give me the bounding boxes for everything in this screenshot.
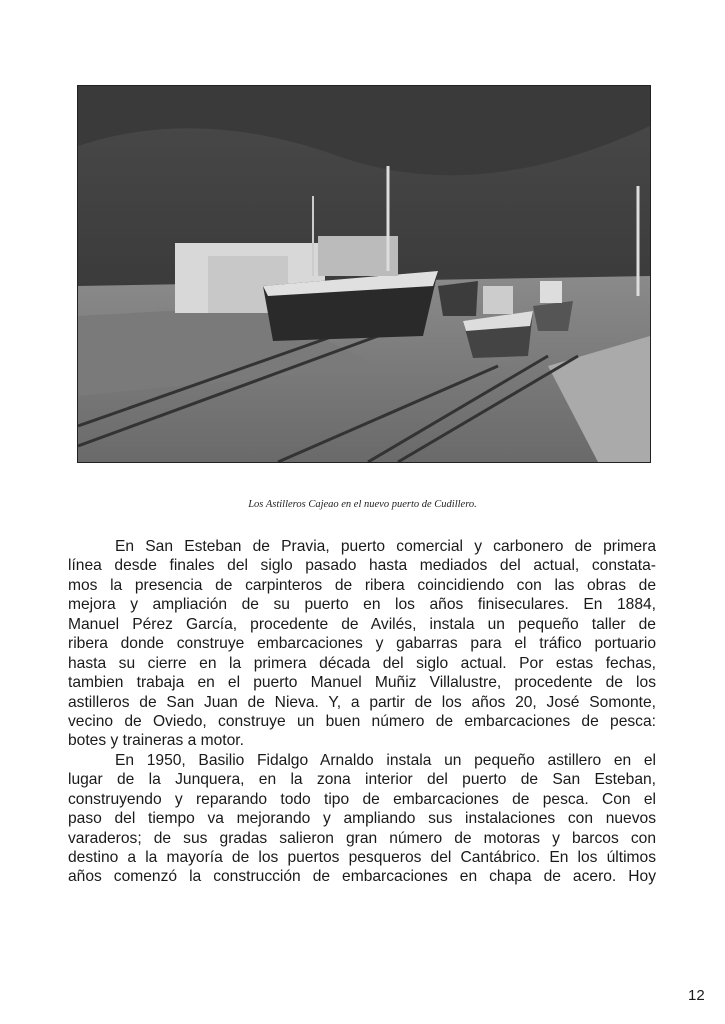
text-line: botes y traineras a motor. [68,732,244,750]
photo-caption: Los Astilleros Cajeao en el nuevo puerto de Cudillero. [248,499,477,510]
text-line: paso del tiempo va mejorando y ampliando sus instalaciones con nuevos [68,810,656,828]
shipyard-photo-illustration [78,86,650,462]
text-line: años comenzó la construcción de embarcaciones en chapa de acero. Hoy [68,868,656,886]
text-line: varaderos; de sus gradas salieron gran número de motoras y barcos con [68,829,656,847]
body-text [68,537,656,887]
text-line: En San Esteban de Pravia, puerto comercial y carbonero de primera [115,538,656,555]
text-line: mos la presencia de carpinteros de ribera coincidiendo con las obras de [68,576,656,594]
text-line: vecino de Oviedo, construye un buen número de embarcaciones de pesca: [68,712,656,730]
text-line: En 1950, Basilio Fidalgo Arnaldo instala un pequeño astillero en el [115,751,656,769]
shipyard-photo [77,85,651,463]
text-line: astilleros de San Juan de Nieva. Y, a partir de los años 20, José Somonte, [68,693,656,711]
text-line: Manuel Pérez García, procedente de Avilés, instala un pequeño taller de [68,615,656,633]
text-line: lugar de la Junquera, en la zona interior del puerto de San Esteban, [68,771,656,789]
text-line: ribera donde construye embarcaciones y gabarras para el tráfico portuario [68,635,656,653]
text-line: tambien trabaja en el puerto Manuel Muñiz Villalustre, procedente de los [68,674,656,692]
text-line: destino a la mayoría de los puertos pesqueros del Cantábrico. En los últimos [68,849,656,866]
text-line: línea desde finales del siglo pasado hasta mediados del actual, constata- [68,557,656,575]
text-line: hasta su cierre en la primera década del siglo actual. Por estas fechas, [68,654,656,672]
text-line: mejora y ampliación de su puerto en los años finiseculares. En 1884, [68,596,656,614]
text-line: construyendo y reparando todo tipo de embarcaciones de pesca. Con el [68,790,656,808]
page-number: 12 [688,987,705,1004]
